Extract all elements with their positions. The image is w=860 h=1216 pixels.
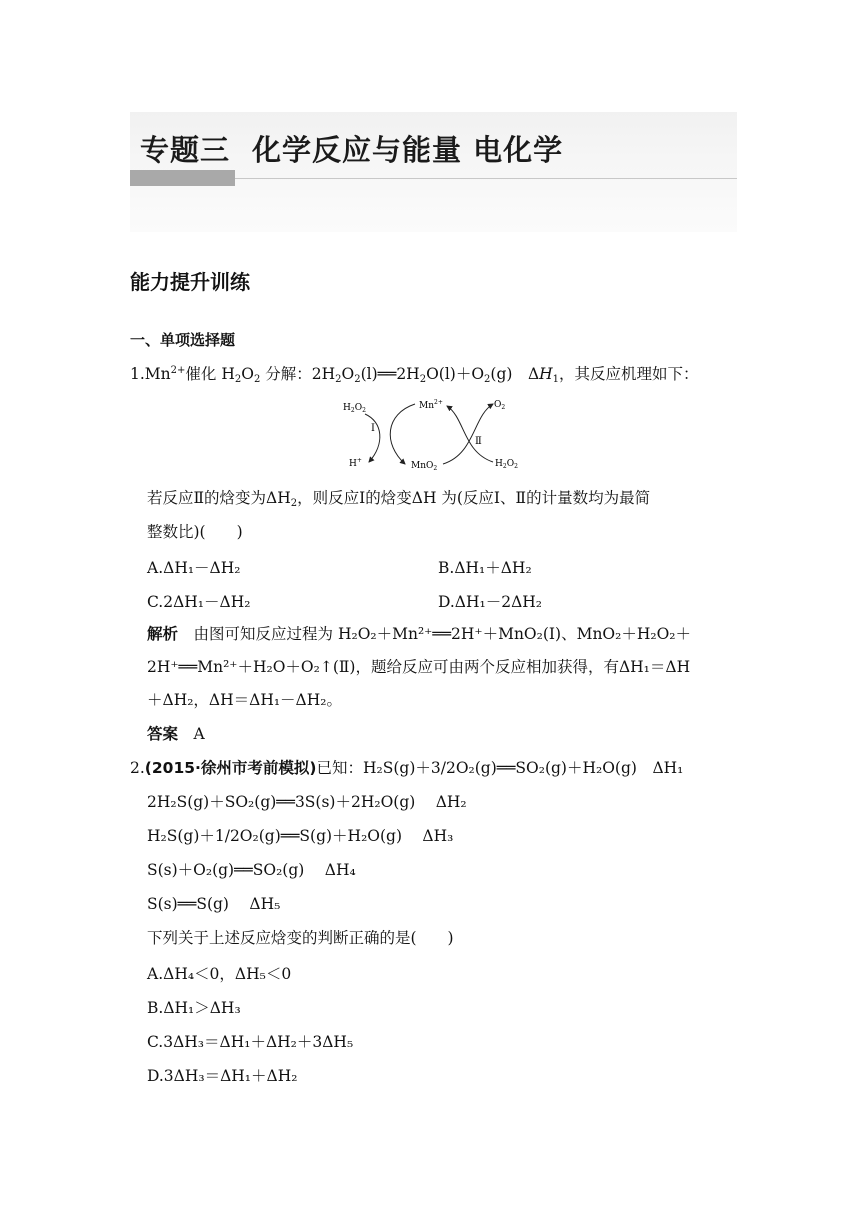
label-roman-2: Ⅱ	[475, 436, 482, 447]
q2-stem: 2.(2015·徐州市考前模拟)已知：H₂S(g)＋3/2O₂(g)══SO₂(g)＋H₂O(g) ΔH₁	[130, 759, 684, 777]
q1-answer	[147, 724, 205, 744]
arrow-ii-to-mn	[447, 406, 493, 462]
chapter-series: 专题三	[140, 133, 231, 167]
chapter-topic: 化学反应与能量 电化学	[252, 133, 564, 167]
q2-option-d: D.3ΔH₃＝ΔH₁＋ΔH₂	[147, 1067, 298, 1085]
label-hplus: H+	[349, 457, 362, 469]
label-h2o2-right: $H_2O_2$	[495, 459, 518, 470]
answer-label: 答案	[147, 725, 179, 743]
q1-analysis-line3: ＋ΔH₂，ΔH＝ΔH₁－ΔH₂。	[147, 691, 342, 709]
arrow-i-to-mno2	[390, 404, 415, 464]
q2-option-b: B.ΔH₁＞ΔH₃	[147, 999, 241, 1017]
arrow-ii-to-o2	[443, 404, 493, 464]
label-mn2plus: $Mn^{2+}$	[419, 399, 443, 411]
answer-value: A	[193, 725, 205, 743]
label-mno2: MnO$_2$	[411, 461, 438, 472]
analysis-label: 解析	[147, 625, 179, 643]
q2-option-c: C.3ΔH₃＝ΔH₁＋ΔH₂＋3ΔH₅	[147, 1033, 354, 1051]
q2-source: (2015·徐州市考前模拟)	[144, 759, 317, 777]
label-o2: $O_2$	[494, 400, 506, 411]
label-roman-1: Ⅰ	[371, 423, 375, 434]
q2-equation-2: 2H₂S(g)＋SO₂(g)══3S(s)＋2H₂O(g) ΔH₂	[147, 793, 467, 811]
q1-option-a: A.ΔH₁－ΔH₂	[147, 559, 241, 577]
q2-equation-3: H₂S(g)＋1/2O₂(g)══S(g)＋H₂O(g) ΔH₃	[147, 827, 454, 845]
q1-option-d: D.ΔH₁－2ΔH₂	[438, 593, 543, 611]
chapter-title	[140, 128, 563, 169]
section-title: 能力提升训练	[130, 270, 250, 294]
arrow-i-to-hplus	[365, 414, 380, 462]
q2-ask: 下列关于上述反应焓变的判断正确的是( )	[147, 929, 454, 947]
title-underline-bar	[130, 170, 235, 186]
q1-stem: $1.Mn^{2+}$催化 $H_2O_2$ 分解：$2H_2O_2(l)══2H_2O(l)+O_2(g)$ $\Delta H_1$，其反应机理如下：	[130, 365, 699, 385]
q1-option-b: B.ΔH₁＋ΔH₂	[438, 559, 532, 577]
q1-option-c: C.2ΔH₁－ΔH₂	[147, 593, 251, 611]
q1-analysis-line2: 2H⁺══Mn²⁺＋H₂O＋O₂↑(Ⅱ)，题给反应可由两个反应相加获得，有ΔH₁＝ΔH	[147, 658, 691, 676]
q1-ask-line1: 若反应Ⅱ的焓变为$\Delta H_2$，则反应Ⅰ的焓变ΔH 为(反应Ⅰ、Ⅱ的计量数均为最简	[147, 489, 651, 509]
q1-ask-line2: 整数比)( )	[147, 523, 243, 541]
q2-equation-5: S(s)══S(g) ΔH₅	[147, 895, 281, 913]
q2-equation-4: S(s)＋O₂(g)══SO₂(g) ΔH₄	[147, 861, 356, 879]
mechanism-diagram	[335, 392, 535, 478]
q1-analysis-line1: 解析 由图可知反应过程为 H₂O₂＋Mn²⁺══2H⁺＋MnO₂(Ⅰ)、MnO₂＋H₂O₂＋	[147, 625, 692, 643]
q2-option-a: A.ΔH₄＜0，ΔH₅＜0	[147, 965, 292, 983]
label-h2o2-left: $H_2O_2$	[343, 403, 366, 414]
part-heading: 一、单项选择题	[130, 331, 236, 349]
title-rule	[235, 178, 737, 179]
